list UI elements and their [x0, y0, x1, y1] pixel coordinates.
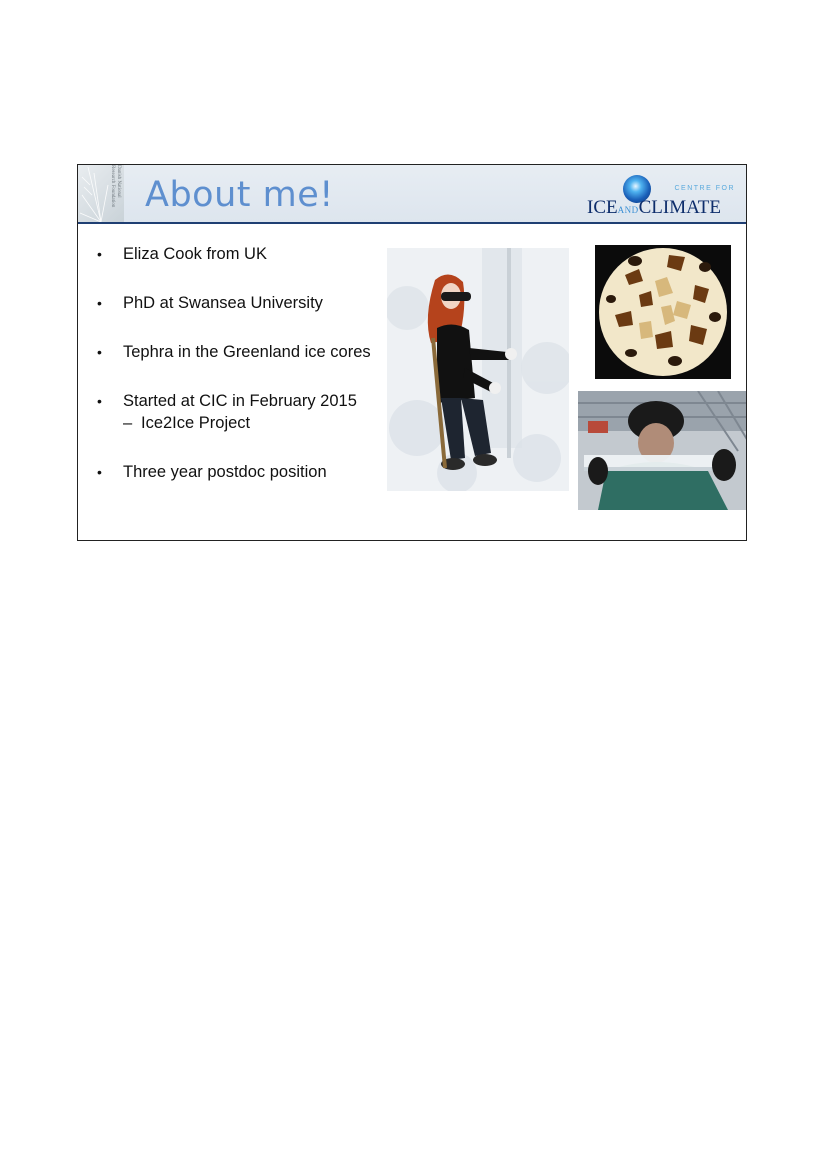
- sub-bullet-text: Ice2Ice Project: [141, 414, 251, 432]
- sub-bullet-item: [123, 412, 392, 434]
- bullet-dot: •: [97, 246, 102, 262]
- bullet-item: [92, 461, 392, 483]
- bullet-text: Three year postdoc position: [123, 463, 327, 481]
- foundation-line-1: Danish National: [116, 165, 121, 198]
- bullet-dot: •: [97, 344, 102, 360]
- bullet-dot: •: [97, 464, 102, 480]
- snow-pit-illustration: [387, 248, 569, 491]
- logo-ice: ICE: [587, 197, 618, 218]
- foundation-line-2: Research Foundation: [110, 165, 115, 208]
- bullet-item: [92, 243, 392, 265]
- bullet-item: [92, 341, 392, 363]
- lab-illustration: [578, 391, 747, 510]
- bullet-text: Eliza Cook from UK: [123, 245, 267, 263]
- bullet-item: [92, 292, 392, 314]
- logo-centre-for: CENTRE FOR: [674, 185, 735, 192]
- tephra-illustration: [595, 245, 731, 379]
- logo-wordmark: [587, 197, 721, 219]
- foundation-label: [102, 165, 121, 222]
- bullet-text: Started at CIC in February 2015: [123, 392, 357, 410]
- slide: [77, 164, 747, 541]
- slide-header: [78, 165, 746, 224]
- tephra-microscope-photo: [595, 245, 731, 379]
- snow-pit-photo: [387, 248, 569, 491]
- bullet-dot: •: [97, 393, 102, 409]
- bullet-item: [92, 390, 392, 434]
- cic-logo: [587, 173, 737, 217]
- logo-and: AND: [617, 205, 639, 215]
- bullet-text: Tephra in the Greenland ice cores: [123, 343, 371, 361]
- logo-climate: CLIMATE: [638, 197, 721, 218]
- slide-title: About me!: [145, 175, 334, 215]
- bullet-dot: •: [97, 295, 102, 311]
- bullet-list: [92, 243, 392, 483]
- bullet-text: PhD at Swansea University: [123, 294, 323, 312]
- foundation-strip: [78, 165, 124, 222]
- sub-bullet-dash: –: [123, 414, 133, 432]
- ice-core-lab-photo: [578, 391, 747, 510]
